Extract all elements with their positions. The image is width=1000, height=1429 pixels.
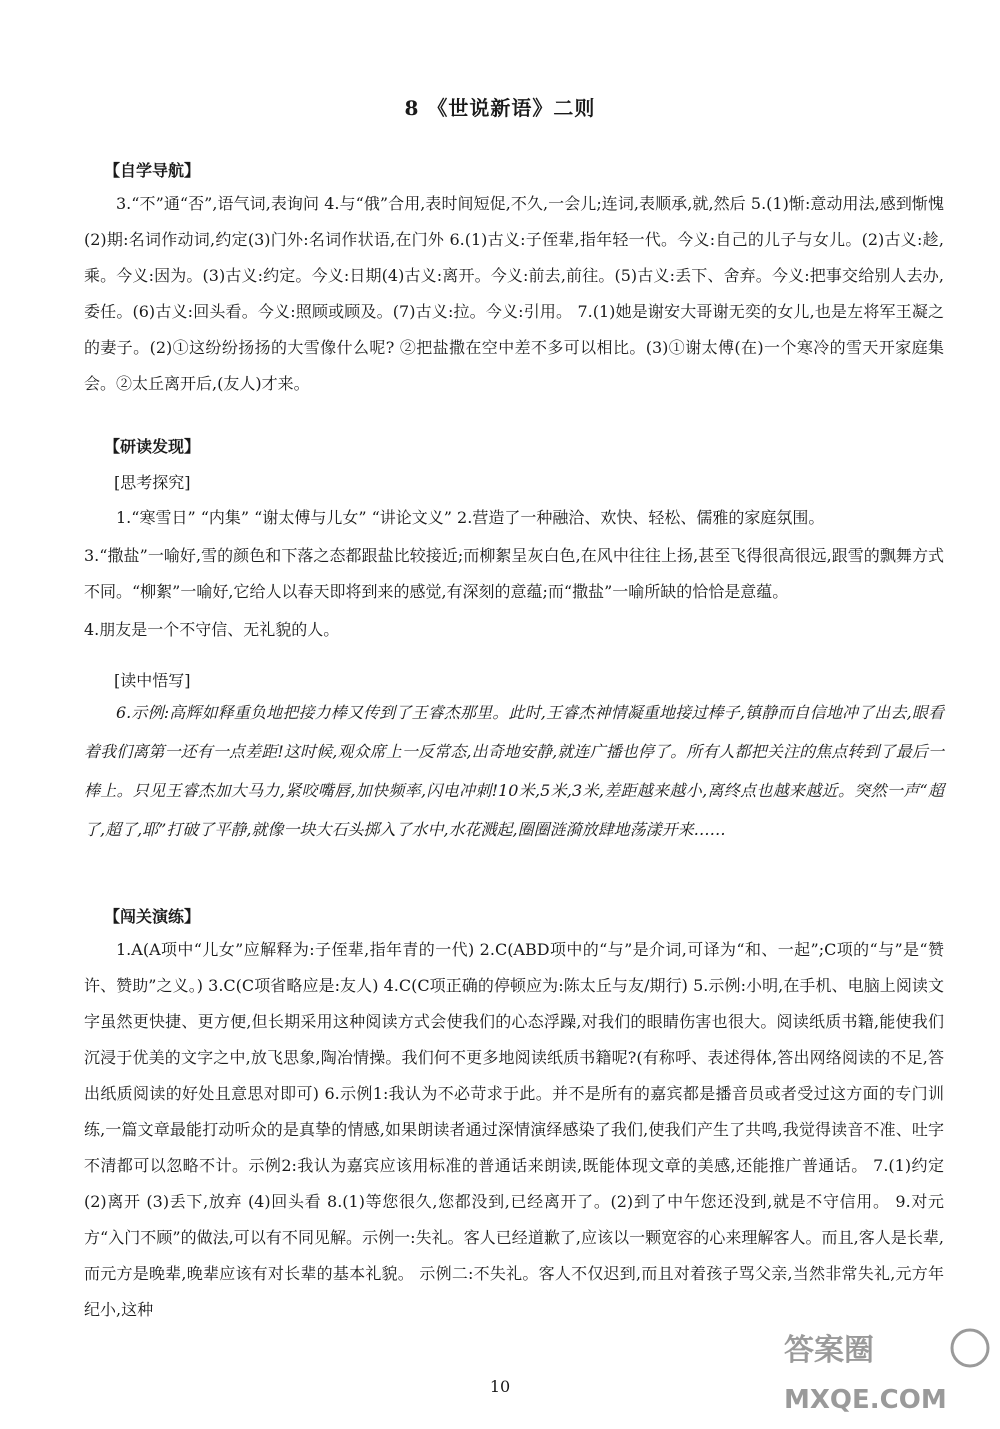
page-number: 10	[489, 1377, 511, 1396]
zixue-answers: 3.“不”通“否”,语气词,表询问 4.与“俄”合用,表时间短促,不久,一会儿;连词,表顺承,就,然后 5.(1)惭:意动用法,感到惭愧(2)期:名词作动词,约定(3)门外:名词作状语,在门外 6.(1)古义:子侄辈,指年轻一代。今义:自己的儿子与女儿。(2)古义:趁,乘。今义:因为。(3)古义:约定。今义:日期(4)古义:离开。今义:前去,前往。(5)古义:丢下、舍弃。今义:把事交给别人去办,委任。(6)古义:回头看。今义:照顾或顾及。(7)古义:拉。今义:引用。 7.(1)她是谢安大哥谢无奕的女儿,也是左将军王凝之的妻子。(2)①这纷纷扬扬的大雪像什么呢? ②把盐撒在空中差不多可以相比。(3)①谢太傅(在)一个寒冷的雪天开家庭集会。②太丘离开后,(友人)才来。	[84, 194, 944, 393]
watermark-logo	[776, 1318, 996, 1418]
section-heading-chuangguan: 【闯关演练】	[104, 907, 201, 926]
page-title: 8 《世说新语》二则	[404, 96, 596, 120]
section-heading-yandu: 【研读发现】	[104, 437, 201, 456]
watermark-brand: 答案圈	[784, 1333, 874, 1368]
watermark-site: MXQE.COM	[784, 1385, 947, 1415]
yandu-answer-1-2: 1.“寒雪日” “内集” “谢太傅与儿女” “讲论文义” 2.营造了一种融洽、欢快、轻松、儒雅的家庭氛围。	[116, 508, 825, 527]
chuangguan-answers: 1.A(A项中“儿女”应解释为:子侄辈,指年青的一代) 2.C(ABD项中的“与”是介词,可译为“和、一起”;C项的“与”是“赞许、赞助”之义。) 3.C(C项省略应是:友人) 4.C(C项正确的停顿应为:陈太丘与友/期行) 5.示例:小明,在手机、电脑上阅读文字虽然更快捷、更方便,但长期采用这种阅读方式会使我们的心态浮躁,对我们的眼睛伤害也很大。阅读纸质书籍,能使我们沉浸于优美的文字之中,放飞思象,陶冶情操。我们何不更多地阅读纸质书籍呢?(有称呼、表述得体,答出网络阅读的不足,答出纸质阅读的好处且意思对即可) 6.示例1:我认为不必苛求于此。并不是所有的嘉宾都是播音员或者受过这方面的专门训练,一篇文章最能打动听众的是真挚的情感,如果朗读者通过深情演绎感染了我们,使我们产生了共鸣,我觉得读音不准、吐字不清都可以忽略不计。示例2:我认为嘉宾应该用标准的普通话来朗读,既能体现文章的美感,还能推广普通话。 7.(1)约定 (2)离开 (3)丢下,放弃 (4)回头看 8.(1)等您很久,您都没到,已经离开了。(2)到了中午您还没到,就是不守信用。 9.对元方“入门不顾”的做法,可以有不同见解。示例一:失礼。客人已经道歉了,应该以一颗宽容的心来理解客人。而且,客人是长辈,而元方是晚辈,晚辈应该有对长辈的基本礼貌。 示例二:不失礼。客人不仅迟到,而且对着孩子骂父亲,当然非常失礼,元方年纪小,这种	[84, 940, 944, 1319]
subheading-sikao: [思考探究]	[114, 473, 191, 492]
subheading-duzhong: [读中悟写]	[114, 671, 191, 690]
yandu-answer-3: 3.“撒盐”一喻好,雪的颜色和下落之态都跟盐比较接近;而柳絮呈灰白色,在风中往往上扬,甚至飞得很高很远,跟雪的飘舞方式不同。“柳絮”一喻好,它给人以春天即将到来的感觉,有深刻的意蕴;而“撒盐”一喻所缺的恰恰是意蕴。	[84, 546, 944, 601]
duzhong-sample-writing: 6.示例:高辉如释重负地把接力棒又传到了王睿杰那里。此时,王睿杰神情凝重地接过棒子,镇静而自信地冲了出去,眼看着我们离第一还有一点差距!这时候,观众席上一反常态,出奇地安静,就连广播也停了。所有人都把关注的焦点转到了最后一棒上。只见王睿杰加大马力,紧咬嘴唇,加快频率,闪电冲刺!10米,5米,3米,差距越来越小,离终点也越来越近。突然一声“超了,超了,耶”打破了平静,就像一块大石头掷入了水中,水花溅起,圈圈涟漪放肆地荡漾开来……	[84, 703, 944, 839]
watermark-circle-icon	[952, 1330, 988, 1366]
yandu-answer-4: 4.朋友是一个不守信、无礼貌的人。	[84, 620, 340, 639]
section-heading-zixue: 【自学导航】	[104, 161, 201, 180]
